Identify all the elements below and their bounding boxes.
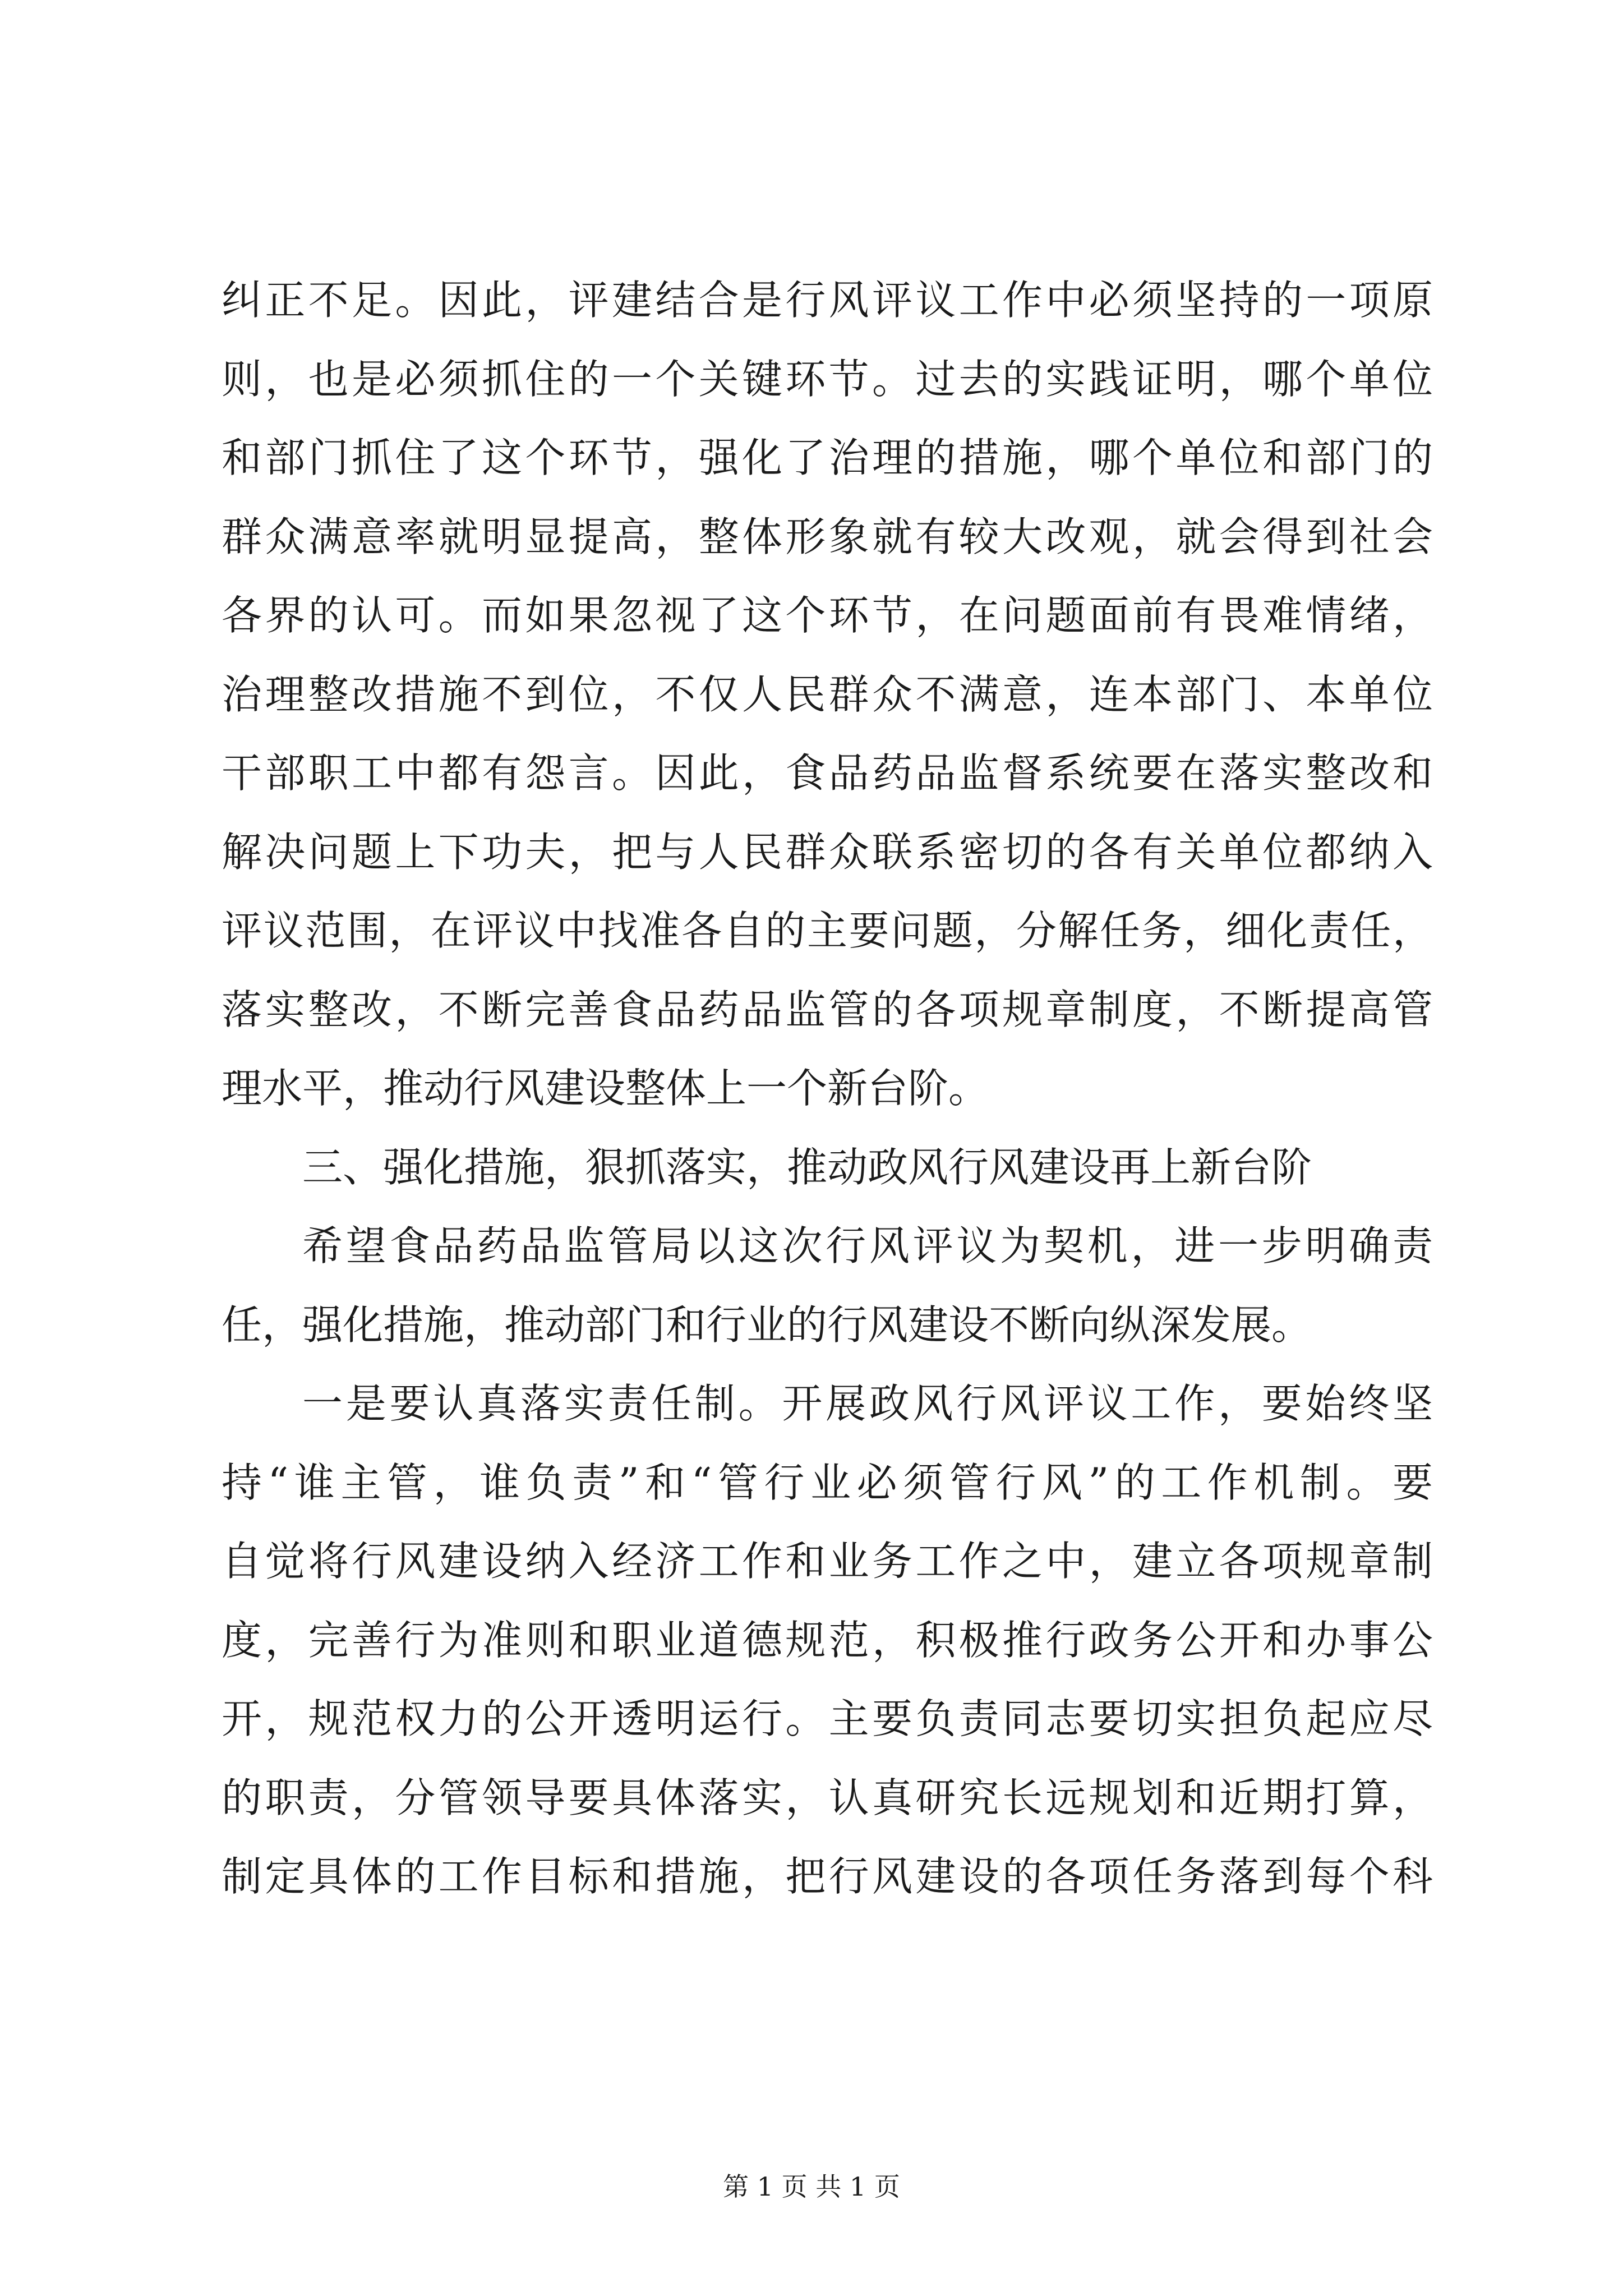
text-line: 评议范围，在评议中找准各自的主要问题，分解任务，细化责任， xyxy=(222,907,1433,954)
text-line: 三、强化措施，狠抓落实，推动政风行风建设再上新台阶 xyxy=(302,1143,1312,1191)
text-line: 各界的认可。而如果忽视了这个环节，在问题面前有畏难情绪， xyxy=(222,592,1433,639)
text-line: 解决问题上下功夫，把与人民群众联系密切的各有关单位都纳入 xyxy=(222,828,1433,876)
text-line: 和部门抓住了这个环节，强化了治理的措施，哪个单位和部门的 xyxy=(222,434,1433,481)
text-line: 纠正不足。因此，评建结合是行风评议工作中必须坚持的一项原 xyxy=(222,277,1433,324)
text-line: 自觉将行风建设纳入经济工作和业务工作之中，建立各项规章制 xyxy=(222,1538,1433,1585)
text-line: 一是要认真落实责任制。开展政风行风评议工作，要始终坚 xyxy=(302,1380,1433,1427)
page-footer: 第 1 页 共 1 页 xyxy=(723,2171,900,2202)
text-line: 持“谁主管，谁负责”和“管行业必须管行风”的工作机制。要 xyxy=(222,1458,1433,1506)
text-line: 开，规范权力的公开透明运行。主要负责同志要切实担负起应尽 xyxy=(222,1695,1433,1742)
text-line: 理水平，推动行风建设整体上一个新台阶。 xyxy=(222,1065,989,1112)
text-line: 度，完善行为准则和职业道德规范，积极推行政务公开和办事公 xyxy=(222,1616,1433,1664)
text-line: 希望食品药品监管局以这次行风评议为契机，进一步明确责 xyxy=(302,1222,1433,1269)
text-line: 落实整改，不断完善食品药品监管的各项规章制度，不断提高管 xyxy=(222,986,1433,1033)
text-line: 则，也是必须抓住的一个关键环节。过去的实践证明，哪个单位 xyxy=(222,355,1433,403)
text-line: 治理整改措施不到位，不仅人民群众不满意，连本部门、本单位 xyxy=(222,670,1433,718)
text-line: 群众满意率就明显提高，整体形象就有较大改观，就会得到社会 xyxy=(222,513,1433,560)
text-line: 的职责，分管领导要具体落实，认真研究长远规划和近期打算， xyxy=(222,1774,1433,1821)
text-line: 制定具体的工作目标和措施，把行风建设的各项任务落到每个科 xyxy=(222,1853,1433,1900)
body-text xyxy=(222,261,1433,1916)
text-line: 任，强化措施，推动部门和行业的行风建设不断向纵深发展。 xyxy=(222,1301,1312,1349)
text-line: 干部职工中都有怨言。因此，食品药品监督系统要在落实整改和 xyxy=(222,749,1433,797)
